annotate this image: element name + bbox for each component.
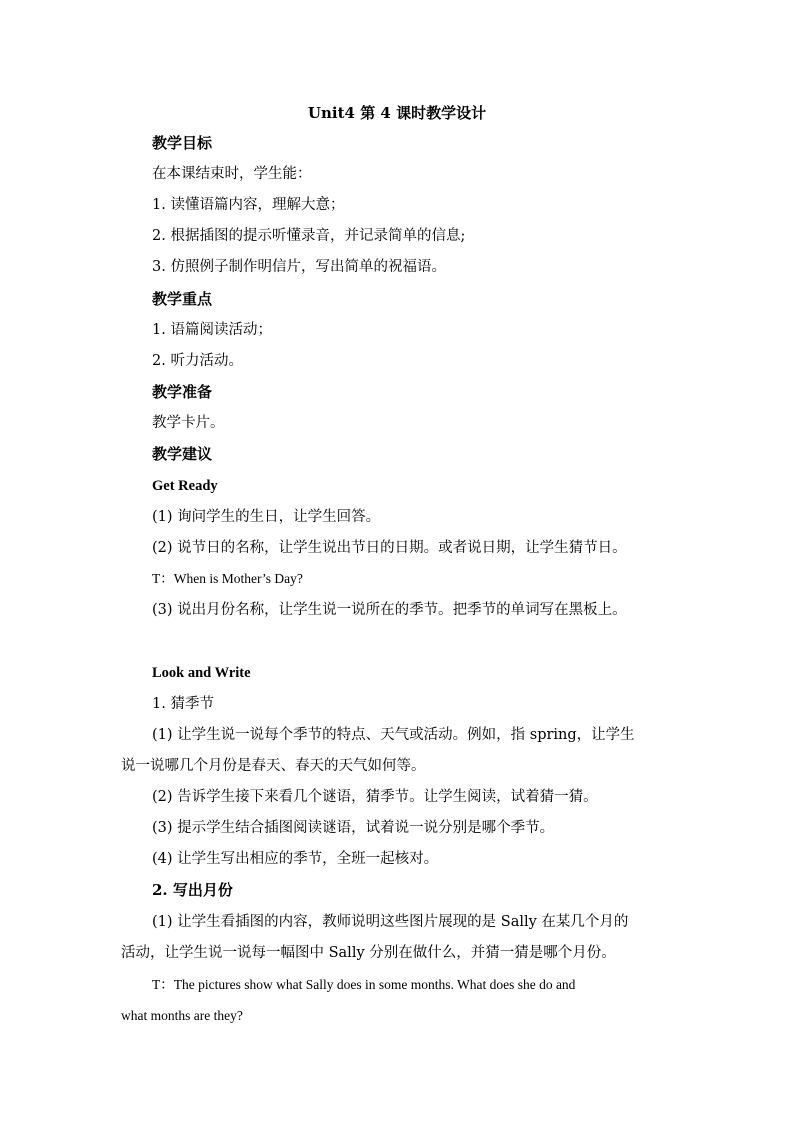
preparation-text: 教学卡片。 (152, 415, 225, 431)
objective-item: 1. 读懂语篇内容，理解大意； (152, 197, 345, 213)
guess-seasons-item: (1) 让学生说一说每个季节的特点、天气或活动。例如，指 spring，让学生 (152, 727, 635, 743)
objectives-intro: 在本课结束时，学生能： (152, 166, 312, 182)
objective-item: 2. 根据插图的提示听懂录音，并记录简单的信息; (152, 228, 466, 244)
guess-seasons-item: (2) 告诉学生接下来看几个谜语，猜季节。让学生阅读，试着猜一猜。 (152, 789, 598, 805)
preparation-heading: 教学准备 (152, 383, 213, 401)
write-months-item-cont: 活动，让学生说一说每一幅图中 Sally 分别在做什么，并猜一猜是哪个月份。 (121, 945, 616, 961)
get-ready-heading: Get Ready (152, 478, 218, 494)
objectives-heading: 教学目标 (152, 134, 213, 152)
key-point-item: 2. 听力活动。 (152, 353, 243, 369)
guess-seasons-item: (4) 让学生写出相应的季节，全班一起核对。 (152, 851, 439, 867)
get-ready-item: (3) 说出月份名称，让学生说一说所在的季节。把季节的单词写在黑板上。 (152, 602, 627, 618)
guess-seasons-heading: 1. 猜季节 (152, 696, 214, 712)
get-ready-item: (2) 说节日的名称，让学生说出节日的日期。或者说日期，让学生猜节日。 (152, 540, 627, 556)
get-ready-item: (1) 询问学生的生日，让学生回答。 (152, 509, 381, 525)
key-point-item: 1. 语篇阅读活动； (152, 322, 272, 338)
guess-seasons-item-cont: 说一说哪几个月份是春天、春天的天气如何等。 (121, 758, 426, 774)
objective-item: 3. 仿照例子制作明信片，写出简单的祝福语。 (152, 259, 446, 275)
key-points-heading: 教学重点 (152, 290, 213, 308)
look-and-write-heading: Look and Write (152, 665, 251, 681)
get-ready-dialogue: T：When is Mother’s Day? (152, 571, 303, 586)
write-months-dialogue: T：The pictures show what Sally does in some months. What does she do and (152, 977, 576, 992)
write-months-item: (1) 让学生看插图的内容，教师说明这些图片展现的是 Sally 在某几个月的 (152, 914, 629, 930)
document-title: Unit4 第 4 课时教学设计 (307, 104, 487, 122)
write-months-dialogue-cont: what months are they? (121, 1008, 243, 1023)
guess-seasons-item: (3) 提示学生结合插图阅读谜语，试着说一说分别是哪个季节。 (152, 820, 555, 836)
suggestions-heading: 教学建议 (152, 445, 213, 463)
write-months-heading: 2. 写出月份 (152, 881, 233, 899)
